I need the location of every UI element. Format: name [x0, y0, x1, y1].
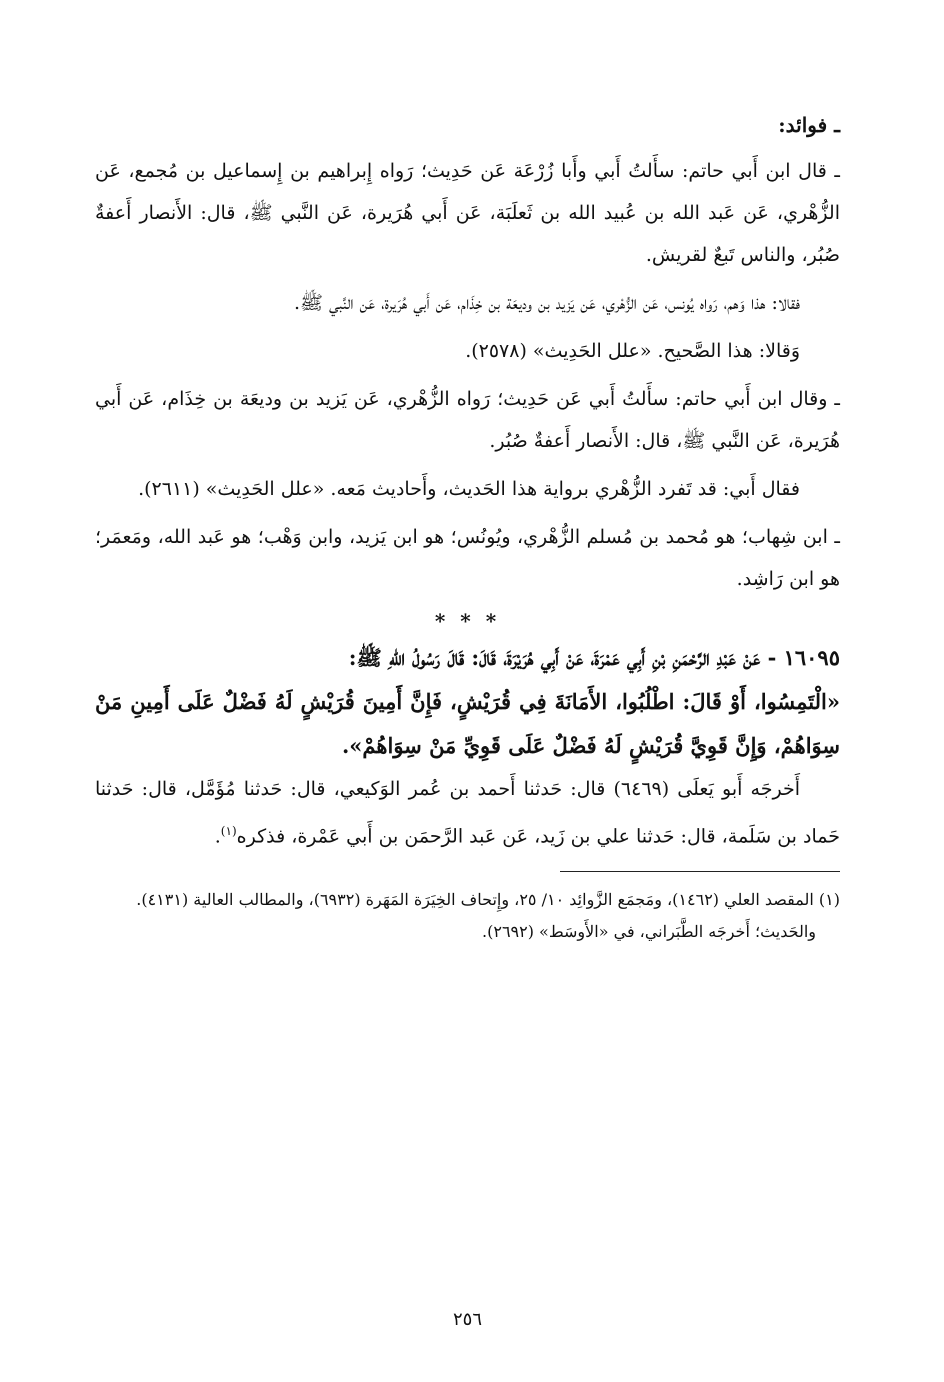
paragraph-4: ـ وقال ابن أَبي حاتم: سأَلتُ أَبي عَن حَدِيث؛ رَواه الزُّهْري، عَن يَزيد بن وديعَة بن خِذَام، عَن أَبي هُرَيرة، عَن النَّبي ﷺ، قال: الأَنصار أَعفةٌ صُبُر. [95, 388, 840, 452]
paragraph-5: فقال أَبي: قد تَفرد الزُّهْري برواية هذا الحَديث، وأَحاديث مَعه. «علل الحَدِيث» (٢٦١١). [138, 478, 800, 500]
takhrij-end: . [214, 825, 221, 848]
paragraph-1: ـ قال ابن أَبي حاتم: سأَلتُ أَبي وأَبا زُرْعَة عَن حَدِيث؛ رَواه إِبراهيم بن إِسماعيل بن مُجمع، عَن الزُّهْري، عَن عَبد الله بن عُبيد الله بن ثَعلَبَة، عَن أَبي هُرَيرة، عَن النَّبي ﷺ، قال: الأَنصار أَعفةٌ صُبُر، والناس تَبعٌ لقريش. [95, 160, 840, 266]
paragraph-6: ـ ابن شِهاب؛ هو مُحمد بن مُسلم الزُّهْري، ويُونُس؛ هو ابن يَزيد، وابن وَهْب؛ هو عَبد الله، ومَعمَر؛ هو ابن رَاشِد. [95, 526, 840, 590]
section-heading: ـ فوائد: [778, 113, 840, 137]
footnote-marker[interactable]: (١) [220, 824, 237, 838]
page [95, 110, 840, 1330]
takhrij-text: أَخرجَه أَبو يَعلَى (٦٤٦٩) قال: حَدثنا أَحمد بن عُمر الوَكيعي، قال: حَدثنا مُؤَمَّل، قال: حَدثنا حَماد بن سَلَمة، قال: حَدثنا علي بن زَيد، عَن عَبد الرَّحمَن بن أَبي عَمْرة، فذكره [95, 778, 840, 848]
paragraph-3: وَقالا: هذا الصَّحيح. «علل الحَدِيث» (٢٥٧٨). [465, 340, 800, 362]
footnote-divider [560, 871, 840, 872]
paragraph-2: فقالا: هذا وَهم، رَواه يُونس، عَن الزُّهْري، عَن يَزيد بن وديعَة بن خِذَام، عَن أَبي هُرَيرة، عَن النَّبي ﷺ. [293, 292, 800, 314]
footnote-1: (١) المقصد العلي (١٤٦٢)، ومَجمَع الزَّوائِد ١٠/ ٢٥، وإِتحاف الخِيَرَة المَهَرة (٦٩٣٢)، والمطالب العالية (٤١٣١). [136, 890, 840, 910]
section-separator: * * * [434, 609, 501, 633]
page-number: ٢٥٦ [452, 1309, 482, 1330]
hadith-intro: ١٦٠٩٥ - عَنْ عَبْدِ الرَّحْمَنِ بْنِ أَبِي عَمْرَةَ، عَنْ أَبِي هُرَيْرَةَ، قَالَ: قَالَ رَسُولُ اللهِ ﷺ: [348, 645, 840, 670]
hadith-text: «الْتَمِسُوا، أَوْ قَالَ: اطْلُبُوا، الأَمَانَةَ فِي قُرَيْشٍ، فَإِنَّ أَمِينَ قُرَيْشٍ لَهُ فَضْلٌ عَلَى أَمِينِ مَنْ سِوَاهُمْ، وَإِنَّ قَوِيَّ قُرَيْشٍ لَهُ فَضْلٌ عَلَى قَوِيِّ مَنْ سِوَاهُمْ». [95, 689, 840, 758]
footnote-2: والحَديث؛ أَخرجَه الطَّبَراني، في «الأَوسَط» (٢٦٩٢). [482, 922, 816, 942]
takhrij-paragraph [95, 768, 840, 857]
